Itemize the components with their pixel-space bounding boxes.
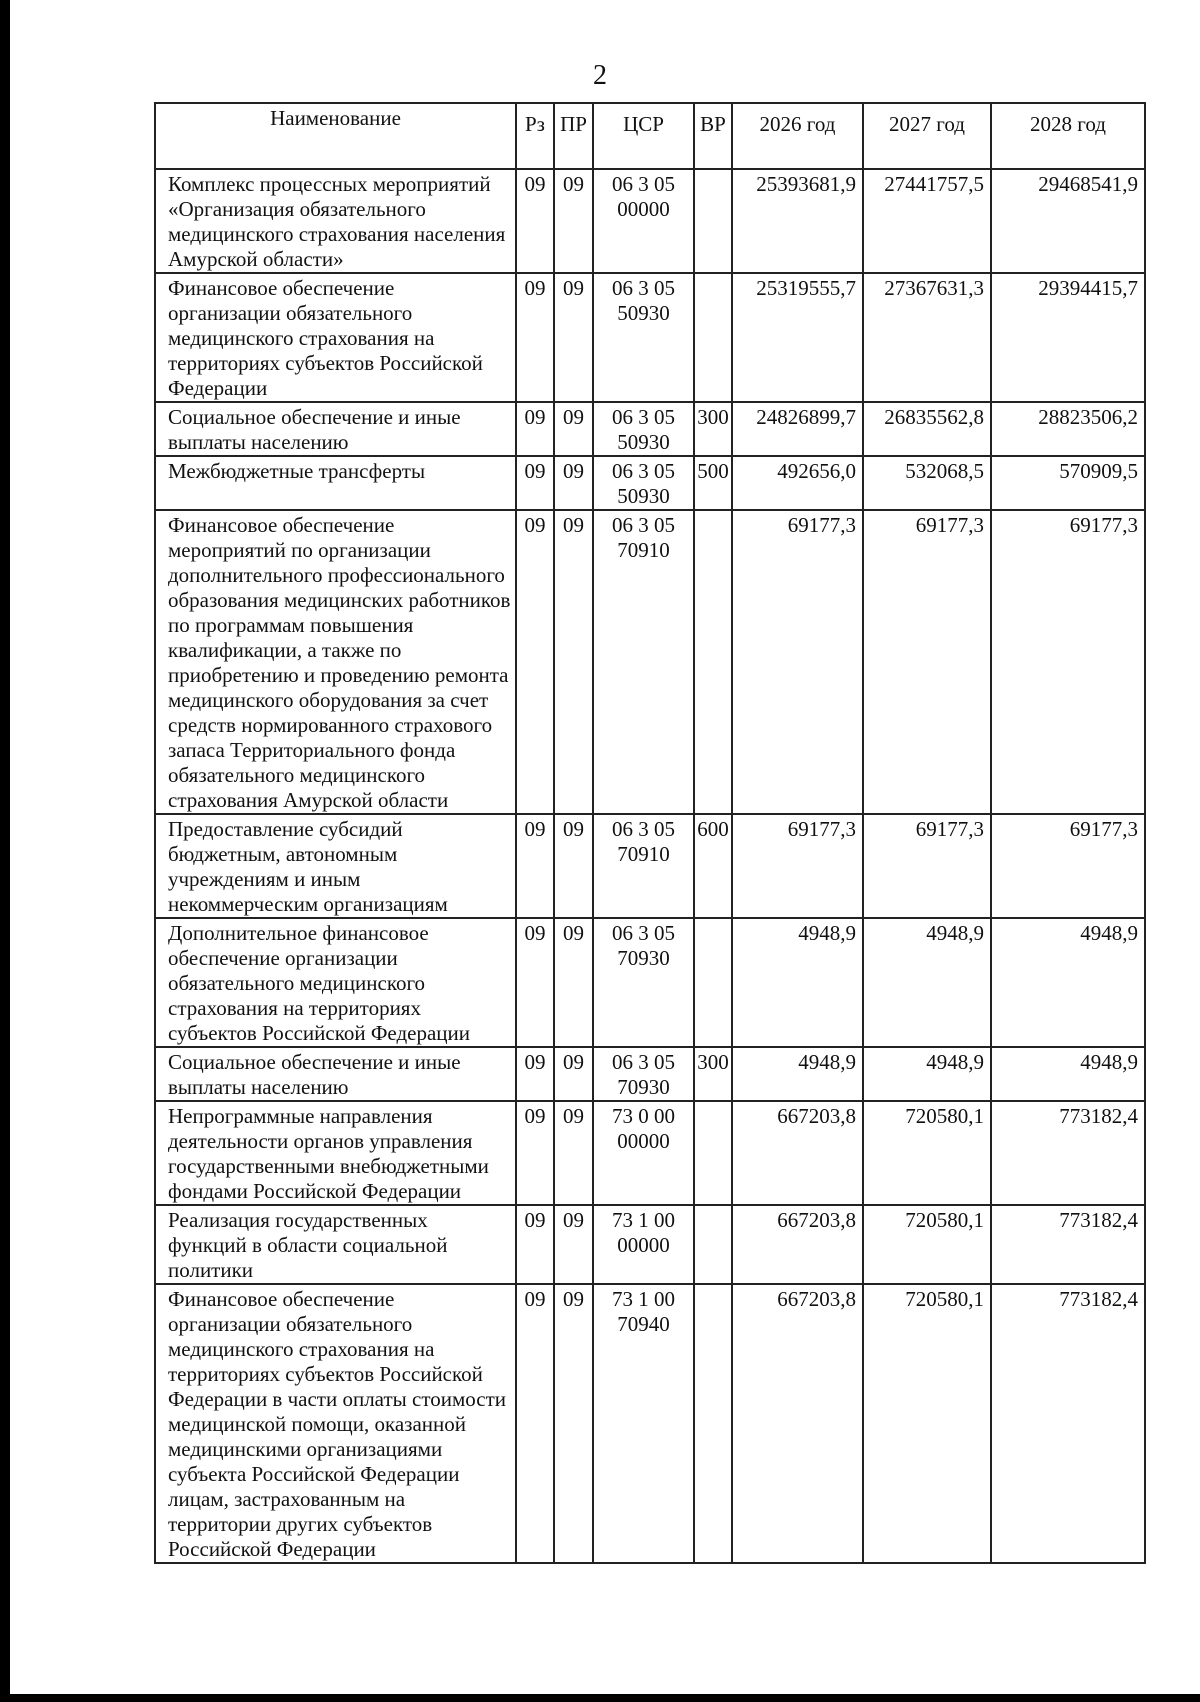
row-name: Финансовое обеспечение организации обязательного медицинского страхования на территориях субъектов Российской Федерации bbox=[155, 273, 516, 402]
row-rz: 09 bbox=[516, 169, 554, 273]
table-row bbox=[155, 510, 1145, 814]
row-vr: 500 bbox=[694, 456, 732, 510]
row-rz: 09 bbox=[516, 918, 554, 1047]
row-rz: 09 bbox=[516, 273, 554, 402]
row-pr: 09 bbox=[554, 169, 593, 273]
row-2027: 27441757,5 bbox=[863, 169, 991, 273]
row-2028: 570909,5 bbox=[991, 456, 1145, 510]
row-pr: 09 bbox=[554, 402, 593, 456]
table-row bbox=[155, 402, 1145, 456]
row-csr-part1: 06 3 05 bbox=[612, 459, 675, 483]
row-csr-part2: 70910 bbox=[617, 842, 670, 866]
row-vr: 300 bbox=[694, 1047, 732, 1101]
row-rz: 09 bbox=[516, 1205, 554, 1284]
row-pr: 09 bbox=[554, 273, 593, 402]
row-csr-part2: 50930 bbox=[617, 301, 670, 325]
row-vr bbox=[694, 1101, 732, 1205]
row-rz: 09 bbox=[516, 1101, 554, 1205]
row-csr-part2: 70930 bbox=[617, 1075, 670, 1099]
row-2026: 24826899,7 bbox=[732, 402, 863, 456]
row-csr bbox=[593, 402, 694, 456]
row-name: Социальное обеспечение и иные выплаты населению bbox=[155, 1047, 516, 1101]
header-2027: 2027 год bbox=[863, 103, 991, 169]
table-row bbox=[155, 918, 1145, 1047]
row-csr-part2: 00000 bbox=[617, 1129, 670, 1153]
table-row bbox=[155, 1047, 1145, 1101]
row-2027: 720580,1 bbox=[863, 1205, 991, 1284]
row-2026: 667203,8 bbox=[732, 1284, 863, 1563]
table-row bbox=[155, 456, 1145, 510]
row-name: Финансовое обеспечение организации обязательного медицинского страхования на территориях субъектов Российской Федерации в части оплаты стоимости медицинской помощи, оказанной медицинскими организациями субъекта Российской Федерации лицам, застрахованным на территории других субъектов Российской Федерации bbox=[155, 1284, 516, 1563]
table-row bbox=[155, 273, 1145, 402]
budget-table bbox=[154, 102, 1146, 1564]
row-2026: 4948,9 bbox=[732, 1047, 863, 1101]
row-pr: 09 bbox=[554, 1047, 593, 1101]
row-csr-part1: 73 1 00 bbox=[612, 1208, 675, 1232]
table-row bbox=[155, 1101, 1145, 1205]
header-rz: Рз bbox=[516, 103, 554, 169]
header-vr: ВР bbox=[694, 103, 732, 169]
row-pr: 09 bbox=[554, 814, 593, 918]
row-2027: 720580,1 bbox=[863, 1101, 991, 1205]
row-csr-part2: 00000 bbox=[617, 197, 670, 221]
row-vr bbox=[694, 510, 732, 814]
row-2026: 25393681,9 bbox=[732, 169, 863, 273]
row-2027: 720580,1 bbox=[863, 1284, 991, 1563]
row-vr bbox=[694, 169, 732, 273]
row-2027: 532068,5 bbox=[863, 456, 991, 510]
row-2027: 4948,9 bbox=[863, 1047, 991, 1101]
row-csr-part2: 50930 bbox=[617, 430, 670, 454]
header-csr: ЦСР bbox=[593, 103, 694, 169]
row-rz: 09 bbox=[516, 1047, 554, 1101]
row-csr-part1: 06 3 05 bbox=[612, 817, 675, 841]
row-csr bbox=[593, 1101, 694, 1205]
row-csr-part1: 06 3 05 bbox=[612, 1050, 675, 1074]
row-2028: 773182,4 bbox=[991, 1101, 1145, 1205]
table-row bbox=[155, 1205, 1145, 1284]
table-row bbox=[155, 814, 1145, 918]
row-csr-part1: 06 3 05 bbox=[612, 276, 675, 300]
row-pr: 09 bbox=[554, 510, 593, 814]
row-2026: 492656,0 bbox=[732, 456, 863, 510]
row-pr: 09 bbox=[554, 1101, 593, 1205]
row-2026: 667203,8 bbox=[732, 1101, 863, 1205]
row-csr bbox=[593, 1047, 694, 1101]
row-2028: 69177,3 bbox=[991, 814, 1145, 918]
row-rz: 09 bbox=[516, 402, 554, 456]
row-rz: 09 bbox=[516, 1284, 554, 1563]
row-csr bbox=[593, 273, 694, 402]
row-2027: 69177,3 bbox=[863, 510, 991, 814]
header-2026: 2026 год bbox=[732, 103, 863, 169]
scan-left-edge bbox=[0, 0, 10, 1702]
header-pr: ПР bbox=[554, 103, 593, 169]
row-2026: 667203,8 bbox=[732, 1205, 863, 1284]
row-name: Предоставление субсидий бюджетным, автономным учреждениям и иным некоммерческим организациям bbox=[155, 814, 516, 918]
row-vr bbox=[694, 1284, 732, 1563]
row-csr bbox=[593, 814, 694, 918]
row-csr-part2: 70930 bbox=[617, 946, 670, 970]
row-name: Дополнительное финансовое обеспечение организации обязательного медицинского страхования на территориях субъектов Российской Федерации bbox=[155, 918, 516, 1047]
row-rz: 09 bbox=[516, 510, 554, 814]
row-name: Непрограммные направления деятельности органов управления государственными внебюджетными фондами Российской Федерации bbox=[155, 1101, 516, 1205]
row-csr-part1: 73 0 00 bbox=[612, 1104, 675, 1128]
row-2028: 773182,4 bbox=[991, 1284, 1145, 1563]
row-rz: 09 bbox=[516, 456, 554, 510]
row-2028: 28823506,2 bbox=[991, 402, 1145, 456]
row-csr-part1: 06 3 05 bbox=[612, 513, 675, 537]
row-pr: 09 bbox=[554, 918, 593, 1047]
row-rz: 09 bbox=[516, 814, 554, 918]
row-name: Реализация государственных функций в области социальной политики bbox=[155, 1205, 516, 1284]
row-2028: 4948,9 bbox=[991, 918, 1145, 1047]
header-2028: 2028 год bbox=[991, 103, 1145, 169]
row-2028: 69177,3 bbox=[991, 510, 1145, 814]
table-header-row bbox=[155, 103, 1145, 169]
row-2026: 69177,3 bbox=[732, 510, 863, 814]
row-csr-part2: 70910 bbox=[617, 538, 670, 562]
row-csr bbox=[593, 456, 694, 510]
row-name: Комплекс процессных мероприятий «Организация обязательного медицинского страхования населения Амурской области» bbox=[155, 169, 516, 273]
row-2028: 773182,4 bbox=[991, 1205, 1145, 1284]
row-csr bbox=[593, 1284, 694, 1563]
row-2026: 25319555,7 bbox=[732, 273, 863, 402]
row-2026: 4948,9 bbox=[732, 918, 863, 1047]
row-vr bbox=[694, 918, 732, 1047]
table-row bbox=[155, 1284, 1145, 1563]
row-2028: 4948,9 bbox=[991, 1047, 1145, 1101]
row-2026: 69177,3 bbox=[732, 814, 863, 918]
row-csr bbox=[593, 918, 694, 1047]
row-csr-part2: 50930 bbox=[617, 484, 670, 508]
row-pr: 09 bbox=[554, 1205, 593, 1284]
row-2027: 69177,3 bbox=[863, 814, 991, 918]
row-csr-part1: 06 3 05 bbox=[612, 172, 675, 196]
row-csr bbox=[593, 169, 694, 273]
row-csr-part2: 00000 bbox=[617, 1233, 670, 1257]
row-2027: 26835562,8 bbox=[863, 402, 991, 456]
header-name: Наименование bbox=[155, 103, 516, 169]
row-csr-part1: 06 3 05 bbox=[612, 921, 675, 945]
row-vr bbox=[694, 273, 732, 402]
scan-bottom-edge bbox=[0, 1694, 1200, 1702]
row-name: Межбюджетные трансферты bbox=[155, 456, 516, 510]
row-csr-part1: 06 3 05 bbox=[612, 405, 675, 429]
row-csr-part1: 73 1 00 bbox=[612, 1287, 675, 1311]
row-csr bbox=[593, 510, 694, 814]
row-vr: 300 bbox=[694, 402, 732, 456]
table-row bbox=[155, 169, 1145, 273]
row-vr: 600 bbox=[694, 814, 732, 918]
row-2028: 29394415,7 bbox=[991, 273, 1145, 402]
row-csr bbox=[593, 1205, 694, 1284]
row-name: Социальное обеспечение и иные выплаты населению bbox=[155, 402, 516, 456]
page-number: 2 bbox=[593, 60, 607, 91]
row-2027: 27367631,3 bbox=[863, 273, 991, 402]
row-pr: 09 bbox=[554, 456, 593, 510]
row-vr bbox=[694, 1205, 732, 1284]
row-name: Финансовое обеспечение мероприятий по организации дополнительного профессионального образования медицинских работников по программам повышения квалификации, а также по приобретению и проведению ремонта медицинского оборудования за счет средств нормированного страхового запаса Территориального фонда обязательного медицинского страхования Амурской области bbox=[155, 510, 516, 814]
row-csr-part2: 70940 bbox=[617, 1312, 670, 1336]
row-2028: 29468541,9 bbox=[991, 169, 1145, 273]
row-2027: 4948,9 bbox=[863, 918, 991, 1047]
row-pr: 09 bbox=[554, 1284, 593, 1563]
